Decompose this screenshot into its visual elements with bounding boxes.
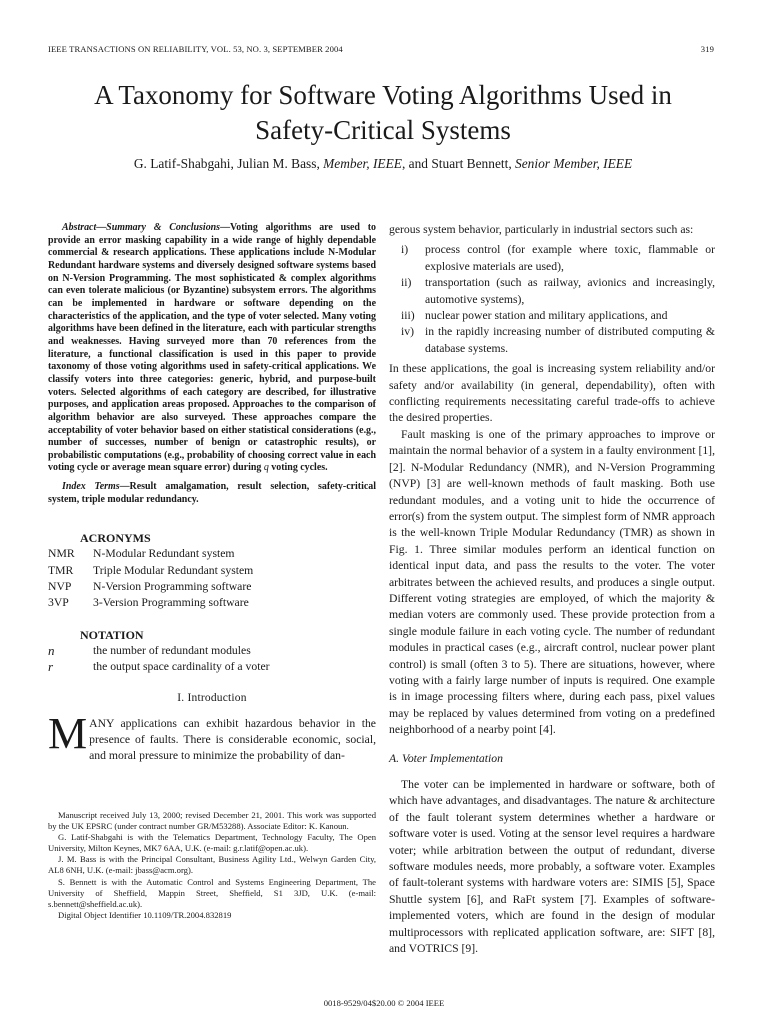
- sector-list-item: [389, 308, 715, 324]
- abstract-var: q: [263, 462, 269, 474]
- author-1: G. Latif-Shabgahi, Julian M. Bass,: [133, 156, 324, 171]
- notation-list: [48, 643, 376, 675]
- sector-list-item: [389, 324, 715, 357]
- right-column: [389, 222, 715, 957]
- author-list: [40, 155, 726, 173]
- continued-paragraph: gerous system behavior, particularly in industrial sectors such as:: [389, 223, 694, 236]
- notation-meaning: the number of redundant modules: [93, 644, 251, 658]
- section-title-introduction: I. Introduction: [177, 691, 247, 704]
- notation-symbol: r: [48, 659, 54, 675]
- acronyms-heading: ACRONYMS: [80, 531, 151, 546]
- index-terms-label: Index Terms: [62, 481, 120, 493]
- list-numeral: iv): [401, 325, 414, 339]
- footnote: Manuscript received July 13, 2000; revised December 21, 2001. This work was supported by the UK EPSRC (under contract number GR/M53288). Associate Editor: K. Kanoun.: [48, 810, 376, 832]
- list-numeral: iii): [401, 309, 415, 323]
- footnote: J. M. Bass is with the Principal Consultant, Business Agility Ltd., Welwyn Garden City, AL8 6NH, U.K. (e-mail: jbass@acm.org).: [48, 854, 376, 876]
- title-line-1: A Taxonomy for Software Voting Algorithms Used in: [94, 80, 672, 110]
- running-head: [48, 44, 714, 58]
- list-text: nuclear power station and military applications, and: [425, 309, 668, 323]
- paragraph-voter-implementation: The voter can be implemented in hardware or software, both of which have advantages, and disadvantages. The nature & architecture of the fault tolerant system determines whether a hardware or software voter is used. Voting at the sensor level requires a hardware voter; while arbitration between the output of redundant, diverse software modules needs, more probably, a software voter. Examples of fault-tolerant systems with hardware voters are: SIMIS [5], Space Shuttle system [6], and RaFt system [7]. Examples of software-implemented voters, which are found in the design of modular multiprocessors with replicated application software, are: SIFT [8], and VOTRICS [9].: [389, 778, 715, 956]
- sector-list-item: [389, 275, 715, 308]
- title-line-2: Safety-Critical Systems: [255, 115, 511, 145]
- footnotes: [48, 810, 376, 921]
- acronym-item: [48, 595, 376, 611]
- footnote: S. Bennett is with the Automatic Control and Systems Engineering Department, The University of Sheffield, Mappin Street, Sheffield, S1 3JD, U.K. (e-mail: s.bennett@sheffield.ac.uk).: [48, 876, 376, 909]
- acronym-item: [48, 579, 376, 595]
- drop-cap: M: [48, 708, 88, 758]
- index-terms: [48, 481, 376, 506]
- acronym-key: NMR: [48, 547, 75, 561]
- notation-item: [48, 659, 376, 675]
- author-2-role: Senior Member, IEEE: [515, 156, 633, 171]
- acronym-value: 3-Version Programming software: [93, 596, 249, 610]
- footnote-doi: Digital Object Identifier 10.1109/TR.2004.832819: [58, 909, 232, 920]
- notation-symbol: n: [48, 643, 55, 659]
- abstract: [48, 222, 376, 475]
- acronym-value: N-Version Programming software: [93, 579, 252, 593]
- acronym-item: [48, 546, 376, 562]
- acronym-key: NVP: [48, 579, 72, 593]
- journal-header: IEEE TRANSACTIONS ON RELIABILITY, VOL. 53, NO. 3, SEPTEMBER 2004: [48, 44, 343, 54]
- abstract-label: Abstract: [62, 222, 97, 233]
- list-text: transportation (such as railway, avionics and increasingly, automotive systems),: [425, 276, 715, 306]
- author-1-role: Member, IEEE: [323, 156, 402, 171]
- acronym-value: N-Modular Redundant system: [93, 547, 235, 561]
- left-column: [48, 222, 376, 765]
- notation-item: [48, 643, 376, 659]
- footnote: G. Latif-Shabgahi is with the Telematics Department, Technology Faculty, The Open University, Milton Keynes, MK7 6AA, U.K. (e-mail: g.r.latif@open.ac.uk).: [48, 832, 376, 854]
- list-numeral: ii): [401, 276, 412, 290]
- paragraph-goals: In these applications, the goal is increasing system reliability and/or safety and/or availability (in general, dependability), often with conflicting requirements necessitating careful trade-offs to achieve the desired properties.: [389, 362, 715, 425]
- list-text: process control (for example where toxic, flammable or explosive materials are used),: [425, 243, 715, 273]
- acronym-value: Triple Modular Redundant system: [93, 563, 254, 577]
- paper-title: [40, 78, 726, 148]
- intro-paragraph: [48, 708, 376, 765]
- abstract-tail: voting cycles.: [268, 462, 328, 474]
- abstract-label-2: Summary & Conclusions: [106, 222, 221, 233]
- sector-list: [389, 242, 715, 357]
- abstract-dash: —: [96, 222, 107, 233]
- list-text: in the rapidly increasing number of distributed computing & database systems.: [425, 325, 715, 355]
- acronym-key: TMR: [48, 563, 74, 577]
- notation-meaning: the output space cardinality of a voter: [93, 660, 270, 674]
- intro-lead-text: ANY applications can exhibit hazardous behavior in the presence of faults. There is considerable economic, social, and moral pressure to minimize the probability of dan-: [89, 716, 376, 763]
- subsection-heading-voter-implementation: A. Voter Implementation: [389, 751, 503, 765]
- paragraph-fault-masking: Fault masking is one of the primary approaches to improve or maintain the normal behavior of a system in a faulty environment [1], [2]. N-Modular Redundancy (NMR), and N-Version Programming (NVP) [3] are well-known methods of fault masking. Both use redundant modules, and a voting unit to hide the occurrence of error(s) from the system output. The simplest form of NMR approach is the well-known Triple Modular Redundancy (TMR) as shown in Fig. 1. Three similar modules perform an identical function on identical input data, and pass the results to the voter. The voter arbitrates between the achieved results, and produces a single output. Different voting strategies are employed, of which the majority & median voters are commonly used. These provide protection from a single module failure in each voting cycle. The number of redundant modules in practical cases (e.g., aircraft control, nuclear power plant control) is small (often 3 to 5). There are situations, however, where voting with a fairly large number of inputs is required. One example is in image processing filters where, during each pass, pixel values may be replaced by values determined from voting on a predefined neighborhood of a nearby point [4].: [389, 427, 715, 737]
- notation-heading: NOTATION: [80, 628, 144, 643]
- index-terms-text: —Result amalgamation, result selection, safety-critical system, triple modular redundancy.: [48, 481, 376, 505]
- page-number: 319: [700, 44, 714, 54]
- acronyms-list: [48, 546, 376, 611]
- acronym-item: [48, 563, 376, 579]
- acronym-key: 3VP: [48, 596, 69, 610]
- list-numeral: i): [401, 243, 409, 257]
- abstract-text: —Voting algorithms are used to provide an error masking capability in a wide range of highly dependable commercial & research applications. These applications include N-Modular Redundant hardware systems and diversely designed software systems based on N-Version Programming. The most sophisticated & complex algorithms can even tolerate malicious (or Byzantine) subsystem errors. The algorithms can be implemented in hardware or software depending on the characteristics of the application, and the type of voter selected. Many voting algorithms have been defined in the literature, each with particular strengths and weaknesses. Having surveyed more than 70 references from the literature, a functional classification is used in this paper to provide taxonomy of those voting algorithms used in safety-critical applications. We classify voters into three categories: generic, hybrid, and purpose-built voters. Selected algorithms of each category are described, for illustrative purposes, and application areas proposed. Approaches to the comparison of algorithm behavior are also surveyed. These approaches compare the acceptability of voter behavior based on either statistical considerations (e.g., number of successes, number of benign or catastrophic results), or probabilistic computations (e.g., probability of choosing correct value in each voting cycle or average mean square error) during: [48, 222, 376, 474]
- author-2: , and Stuart Bennett,: [401, 156, 516, 171]
- copyright-footer: 0018-9529/04$20.00 © 2004 IEEE: [323, 998, 445, 1008]
- sector-list-item: [389, 242, 715, 275]
